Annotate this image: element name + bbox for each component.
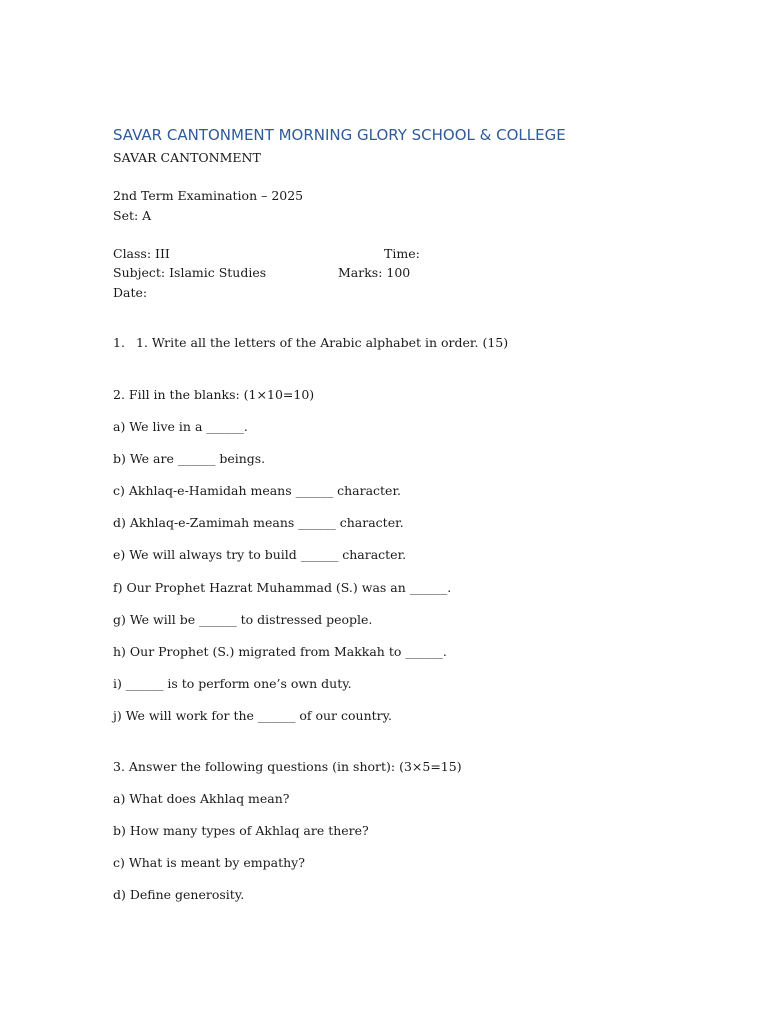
question-2-item-j: j) We will work for the ______ of our country. — [113, 708, 393, 723]
exam-set: Set: A — [113, 208, 152, 223]
question-2-item-i: i) ______ is to perform one’s own duty. — [113, 676, 352, 691]
question-3-title: 3. Answer the following questions (in short): (3×5=15) — [113, 759, 462, 774]
question-1-text: 1. Write all the letters of the Arabic alphabet in order. (15) — [136, 335, 509, 350]
question-2-item-f: f) Our Prophet Hazrat Muhammad (S.) was an ______. — [113, 580, 452, 595]
question-3-item-c: c) What is meant by empathy? — [113, 855, 305, 870]
subject-label: Subject: Islamic Studies — [113, 265, 267, 280]
class-label: Class: III — [113, 246, 170, 261]
question-2-item-c: c) Akhlaq-e-Hamidah means ______ character. — [113, 483, 402, 498]
question-2-item-d: d) Akhlaq-e-Zamimah means ______ character. — [113, 515, 404, 530]
question-1-number: 1. — [113, 335, 125, 350]
school-name-heading: SAVAR CANTONMENT MORNING GLORY SCHOOL & COLLEGE — [113, 126, 566, 144]
question-3-item-b: b) How many types of Akhlaq are there? — [113, 823, 369, 838]
marks-label: Marks: 100 — [338, 265, 411, 280]
question-2-item-h: h) Our Prophet (S.) migrated from Makkah to ______. — [113, 644, 447, 659]
school-location: SAVAR CANTONMENT — [113, 150, 261, 165]
time-label: Time: — [384, 246, 420, 261]
question-2-item-e: e) We will always try to build ______ character. — [113, 547, 407, 562]
question-2-item-a: a) We live in a ______. — [113, 419, 248, 434]
question-2-item-b: b) We are ______ beings. — [113, 451, 266, 466]
exam-title: 2nd Term Examination – 2025 — [113, 188, 304, 203]
question-3-item-d: d) Define generosity. — [113, 887, 245, 902]
question-2-item-g: g) We will be ______ to distressed people. — [113, 612, 373, 627]
question-2-title: 2. Fill in the blanks: (1×10=10) — [113, 387, 315, 402]
question-3-item-a: a) What does Akhlaq mean? — [113, 791, 290, 806]
date-label: Date: — [113, 285, 148, 300]
